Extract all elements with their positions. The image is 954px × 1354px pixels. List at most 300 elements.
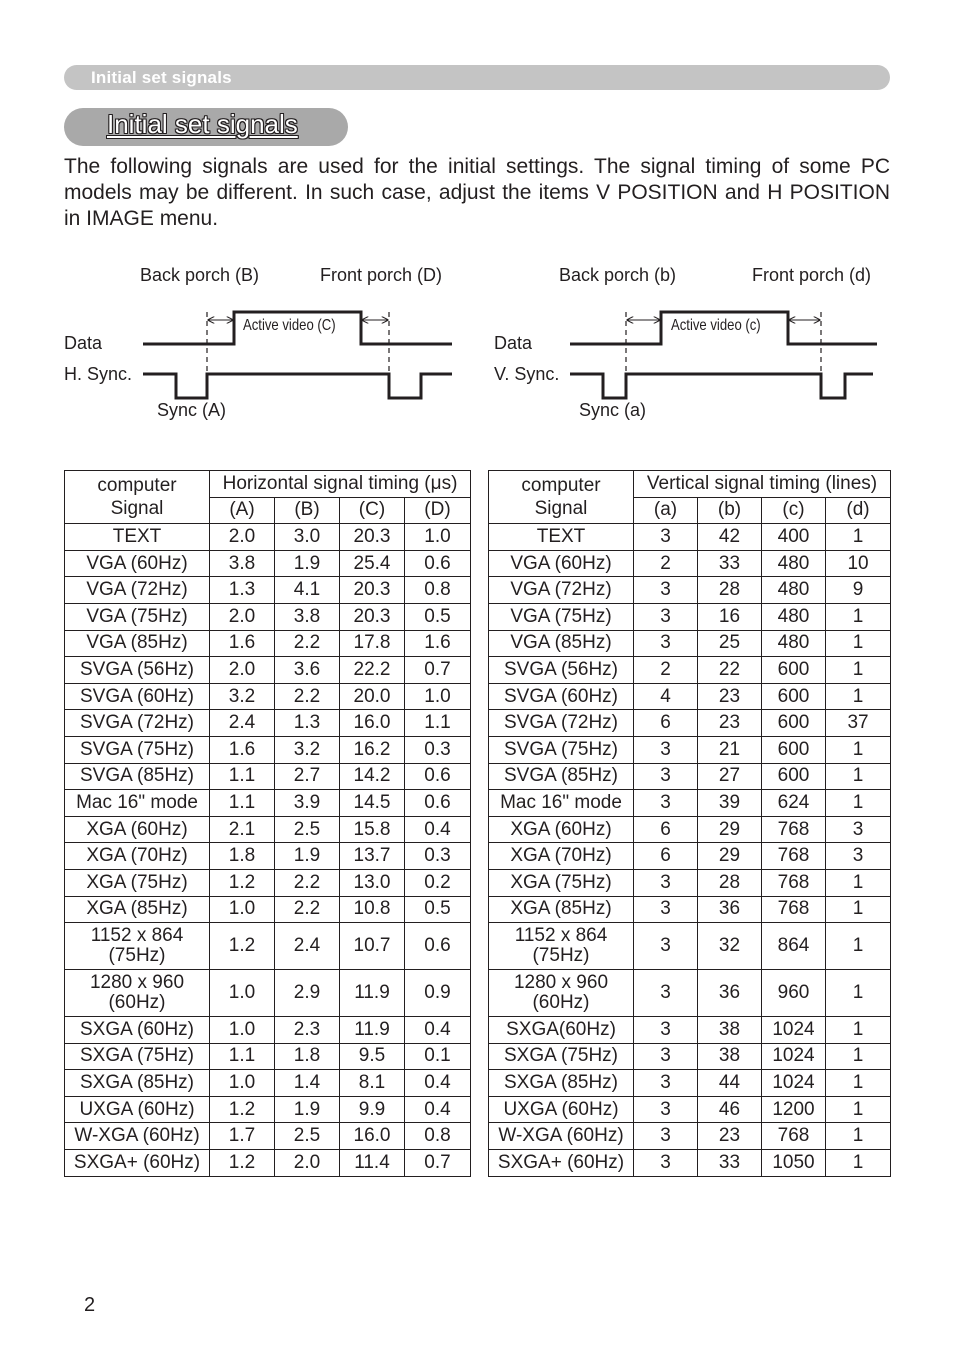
- timing-value-cell: 2.4: [275, 923, 340, 970]
- timing-value-cell: 3.9: [275, 790, 340, 817]
- timing-value-cell: 3.2: [275, 736, 340, 763]
- table-row: [489, 843, 891, 870]
- table-row: [65, 869, 471, 896]
- timing-value-cell: 1.2: [210, 923, 275, 970]
- timing-value-cell: 0.9: [405, 970, 471, 1017]
- table-row: [65, 577, 471, 604]
- column-header: (A): [210, 497, 275, 524]
- timing-value-cell: 6: [634, 816, 698, 843]
- signal-name-cell: SVGA (75Hz): [489, 736, 634, 763]
- signal-name-cell: SXGA (75Hz): [489, 1043, 634, 1070]
- column-header: (D): [405, 497, 471, 524]
- table-row: [489, 790, 891, 817]
- timing-value-cell: 2.0: [210, 657, 275, 684]
- timing-value-cell: 768: [762, 1123, 826, 1150]
- timing-value-cell: 600: [762, 736, 826, 763]
- timing-value-cell: 1: [826, 524, 891, 551]
- timing-value-cell: 1.6: [210, 736, 275, 763]
- timing-value-cell: 25: [698, 630, 762, 657]
- timing-value-cell: 1.4: [275, 1070, 340, 1097]
- v-sync-line-label: V. Sync.: [494, 364, 560, 384]
- timing-value-cell: 3: [634, 790, 698, 817]
- table-row: [65, 524, 471, 551]
- column-header: (B): [275, 497, 340, 524]
- timing-value-cell: 3: [634, 736, 698, 763]
- signal-name-cell: VGA (75Hz): [489, 603, 634, 630]
- signal-name-cell: SXGA+ (60Hz): [65, 1150, 210, 1177]
- timing-value-cell: 1024: [762, 1017, 826, 1044]
- table-row: [489, 869, 891, 896]
- table-row: [65, 790, 471, 817]
- timing-value-cell: 624: [762, 790, 826, 817]
- timing-value-cell: 15.8: [340, 816, 405, 843]
- timing-value-cell: 22: [698, 657, 762, 684]
- signal-name-cell: SVGA (60Hz): [65, 683, 210, 710]
- timing-value-cell: 20.3: [340, 603, 405, 630]
- timing-value-cell: 10: [826, 550, 891, 577]
- timing-value-cell: 1.1: [405, 710, 471, 737]
- table-row: [65, 1043, 471, 1070]
- signal-name-cell: SXGA (85Hz): [489, 1070, 634, 1097]
- timing-value-cell: 2.2: [275, 869, 340, 896]
- timing-value-cell: 1.9: [275, 843, 340, 870]
- timing-value-cell: 2.0: [210, 603, 275, 630]
- table-row: [489, 577, 891, 604]
- timing-value-cell: 1.2: [210, 1150, 275, 1177]
- signal-name-cell: XGA (85Hz): [65, 896, 210, 923]
- table-row: [489, 763, 891, 790]
- timing-value-cell: 1050: [762, 1150, 826, 1177]
- timing-value-cell: 37: [826, 710, 891, 737]
- signal-name-cell: SVGA (85Hz): [489, 763, 634, 790]
- timing-value-cell: 0.7: [405, 657, 471, 684]
- h-back-porch-label: Back porch (B): [140, 265, 260, 285]
- timing-value-cell: 1.0: [210, 1070, 275, 1097]
- table-row: [489, 710, 891, 737]
- timing-value-cell: 1: [826, 970, 891, 1017]
- h-data-label: Data: [64, 333, 103, 353]
- timing-value-cell: 23: [698, 710, 762, 737]
- signal-name-cell: XGA (60Hz): [489, 816, 634, 843]
- timing-value-cell: 1024: [762, 1043, 826, 1070]
- table-row: [489, 630, 891, 657]
- timing-value-cell: 1: [826, 683, 891, 710]
- timing-value-cell: 36: [698, 970, 762, 1017]
- timing-value-cell: 2.1: [210, 816, 275, 843]
- timing-value-cell: 480: [762, 603, 826, 630]
- timing-value-cell: 768: [762, 896, 826, 923]
- table-row: [489, 683, 891, 710]
- timing-value-cell: 1: [826, 657, 891, 684]
- timing-value-cell: 4.1: [275, 577, 340, 604]
- timing-value-cell: 21: [698, 736, 762, 763]
- timing-value-cell: 3: [634, 869, 698, 896]
- table-row: [65, 550, 471, 577]
- timing-value-cell: 1.1: [210, 763, 275, 790]
- timing-value-cell: 0.4: [405, 816, 471, 843]
- column-header: (a): [634, 497, 698, 524]
- timing-value-cell: 0.4: [405, 1096, 471, 1123]
- h-active-video-label: Active video (C): [243, 317, 336, 334]
- table-row: [489, 1017, 891, 1044]
- signal-name-cell: SXGA(60Hz): [489, 1017, 634, 1044]
- timing-value-cell: 3.6: [275, 657, 340, 684]
- signal-name-cell: UXGA (60Hz): [65, 1096, 210, 1123]
- column-header: (C): [340, 497, 405, 524]
- timing-value-cell: 3.2: [210, 683, 275, 710]
- timing-value-cell: 1.0: [210, 970, 275, 1017]
- timing-value-cell: 10.8: [340, 896, 405, 923]
- signal-name-cell: TEXT: [489, 524, 634, 551]
- timing-value-cell: 3: [826, 816, 891, 843]
- timing-value-cell: 480: [762, 550, 826, 577]
- table-row: [489, 1070, 891, 1097]
- timing-value-cell: 2.3: [275, 1017, 340, 1044]
- section-header-label: Initial set signals: [91, 68, 232, 87]
- timing-value-cell: 0.4: [405, 1070, 471, 1097]
- table-row: [65, 630, 471, 657]
- timing-value-cell: 3: [634, 1017, 698, 1044]
- timing-value-cell: 44: [698, 1070, 762, 1097]
- signal-name-cell: Mac 16" mode: [489, 790, 634, 817]
- signal-name-cell: 1280 x 960 (60Hz): [489, 970, 634, 1017]
- timing-value-cell: 3: [634, 970, 698, 1017]
- timing-value-cell: 42: [698, 524, 762, 551]
- timing-value-cell: 33: [698, 1150, 762, 1177]
- table-row: [65, 923, 471, 970]
- h-sync-waveform: [143, 374, 452, 398]
- timing-value-cell: 1.0: [210, 1017, 275, 1044]
- signal-name-cell: VGA (85Hz): [489, 630, 634, 657]
- signal-name-cell: W-XGA (60Hz): [489, 1123, 634, 1150]
- table-row: [65, 736, 471, 763]
- timing-value-cell: 32: [698, 923, 762, 970]
- signal-name-cell: VGA (60Hz): [489, 550, 634, 577]
- timing-value-cell: 600: [762, 657, 826, 684]
- group-header: Vertical signal timing (lines): [634, 471, 891, 498]
- timing-value-cell: 768: [762, 816, 826, 843]
- timing-value-cell: 2.5: [275, 1123, 340, 1150]
- table-row: [65, 1150, 471, 1177]
- timing-value-cell: 11.9: [340, 970, 405, 1017]
- timing-value-cell: 36: [698, 896, 762, 923]
- timing-value-cell: 13.7: [340, 843, 405, 870]
- timing-value-cell: 3: [826, 843, 891, 870]
- timing-value-cell: 600: [762, 683, 826, 710]
- signal-name-cell: VGA (75Hz): [65, 603, 210, 630]
- timing-value-cell: 3: [634, 1123, 698, 1150]
- timing-value-cell: 3: [634, 577, 698, 604]
- table-row: [489, 896, 891, 923]
- timing-value-cell: 768: [762, 843, 826, 870]
- timing-value-cell: 39: [698, 790, 762, 817]
- table-row: [489, 923, 891, 970]
- timing-value-cell: 1.2: [210, 1096, 275, 1123]
- table-row: [65, 1017, 471, 1044]
- timing-value-cell: 23: [698, 1123, 762, 1150]
- table-row: [65, 603, 471, 630]
- table-row: [65, 657, 471, 684]
- timing-value-cell: 6: [634, 710, 698, 737]
- signal-name-cell: SVGA (60Hz): [489, 683, 634, 710]
- column-header: (b): [698, 497, 762, 524]
- v-sync-waveform: [570, 374, 873, 398]
- signal-column-header: computer Signal: [489, 471, 634, 524]
- table-row: [489, 816, 891, 843]
- timing-value-cell: 3.8: [210, 550, 275, 577]
- signal-name-cell: SVGA (75Hz): [65, 736, 210, 763]
- timing-value-cell: 960: [762, 970, 826, 1017]
- timing-value-cell: 2.5: [275, 816, 340, 843]
- horizontal-timing-table: [64, 470, 471, 1177]
- signal-name-cell: SVGA (72Hz): [489, 710, 634, 737]
- h-front-porch-label: Front porch (D): [320, 265, 443, 285]
- timing-value-cell: 3: [634, 1070, 698, 1097]
- timing-value-cell: 11.4: [340, 1150, 405, 1177]
- signal-name-cell: TEXT: [65, 524, 210, 551]
- timing-value-cell: 33: [698, 550, 762, 577]
- timing-value-cell: 1.2: [210, 869, 275, 896]
- timing-value-cell: 3: [634, 524, 698, 551]
- table-row: [65, 710, 471, 737]
- table-row: [65, 970, 471, 1017]
- timing-value-cell: 1.8: [275, 1043, 340, 1070]
- table-row: [489, 1043, 891, 1070]
- timing-value-cell: 3: [634, 896, 698, 923]
- timing-value-cell: 28: [698, 869, 762, 896]
- v-back-porch-label: Back porch (b): [559, 265, 677, 285]
- signal-name-cell: SVGA (72Hz): [65, 710, 210, 737]
- group-header: Horizontal signal timing (μs): [210, 471, 471, 498]
- page-number: 2: [84, 1294, 96, 1316]
- table-row: [489, 550, 891, 577]
- timing-value-cell: 17.8: [340, 630, 405, 657]
- timing-value-cell: 1200: [762, 1096, 826, 1123]
- timing-value-cell: 16: [698, 603, 762, 630]
- signal-name-cell: 1152 x 864 (75Hz): [489, 923, 634, 970]
- signal-name-cell: VGA (85Hz): [65, 630, 210, 657]
- timing-value-cell: 3: [634, 630, 698, 657]
- vertical-timing-table: [488, 470, 891, 1177]
- timing-value-cell: 1.8: [210, 843, 275, 870]
- timing-value-cell: 29: [698, 816, 762, 843]
- signal-name-cell: SVGA (56Hz): [489, 657, 634, 684]
- timing-value-cell: 1: [826, 790, 891, 817]
- timing-value-cell: 1: [826, 1017, 891, 1044]
- timing-value-cell: 9.5: [340, 1043, 405, 1070]
- timing-value-cell: 1: [826, 1070, 891, 1097]
- table-row: [65, 763, 471, 790]
- timing-value-cell: 22.2: [340, 657, 405, 684]
- signal-name-cell: SXGA (60Hz): [65, 1017, 210, 1044]
- timing-value-cell: 600: [762, 710, 826, 737]
- timing-value-cell: 1.0: [210, 896, 275, 923]
- timing-value-cell: 0.7: [405, 1150, 471, 1177]
- timing-value-cell: 3.8: [275, 603, 340, 630]
- timing-value-cell: 768: [762, 869, 826, 896]
- h-sync-line-label: H. Sync.: [64, 364, 133, 384]
- signal-name-cell: VGA (72Hz): [65, 577, 210, 604]
- timing-value-cell: 0.6: [405, 923, 471, 970]
- timing-value-cell: 1024: [762, 1070, 826, 1097]
- timing-value-cell: 25.4: [340, 550, 405, 577]
- timing-value-cell: 11.9: [340, 1017, 405, 1044]
- timing-value-cell: 3: [634, 603, 698, 630]
- timing-value-cell: 0.5: [405, 603, 471, 630]
- timing-value-cell: 3: [634, 1043, 698, 1070]
- timing-value-cell: 46: [698, 1096, 762, 1123]
- timing-value-cell: 16.2: [340, 736, 405, 763]
- timing-value-cell: 16.0: [340, 1123, 405, 1150]
- v-front-porch-label: Front porch (d): [752, 265, 872, 285]
- signal-name-cell: XGA (85Hz): [489, 896, 634, 923]
- timing-diagrams: [0, 0, 954, 440]
- timing-value-cell: 1.0: [405, 683, 471, 710]
- table-row: [489, 1096, 891, 1123]
- v-active-video-label: Active video (c): [671, 317, 761, 334]
- timing-value-cell: 1: [826, 1123, 891, 1150]
- column-header: (d): [826, 497, 891, 524]
- timing-value-cell: 2.2: [275, 896, 340, 923]
- table-row: [65, 1070, 471, 1097]
- table-row: [65, 843, 471, 870]
- timing-value-cell: 2.9: [275, 970, 340, 1017]
- table-row: [489, 657, 891, 684]
- timing-value-cell: 0.6: [405, 790, 471, 817]
- timing-value-cell: 2: [634, 657, 698, 684]
- timing-value-cell: 9: [826, 577, 891, 604]
- timing-value-cell: 23: [698, 683, 762, 710]
- signal-name-cell: 1280 x 960 (60Hz): [65, 970, 210, 1017]
- timing-value-cell: 1: [826, 763, 891, 790]
- signal-name-cell: UXGA (60Hz): [489, 1096, 634, 1123]
- timing-value-cell: 1: [826, 896, 891, 923]
- timing-value-cell: 0.3: [405, 843, 471, 870]
- signal-column-header: computer Signal: [65, 471, 210, 524]
- timing-value-cell: 600: [762, 763, 826, 790]
- timing-value-cell: 3: [634, 1150, 698, 1177]
- timing-value-cell: 3: [634, 923, 698, 970]
- timing-value-cell: 27: [698, 763, 762, 790]
- table-row: [489, 603, 891, 630]
- timing-value-cell: 20.0: [340, 683, 405, 710]
- v-sync-label: Sync (a): [579, 400, 647, 420]
- timing-value-cell: 16.0: [340, 710, 405, 737]
- timing-value-cell: 400: [762, 524, 826, 551]
- timing-value-cell: 28: [698, 577, 762, 604]
- page-title: Initial set signals: [107, 109, 298, 139]
- signal-name-cell: VGA (60Hz): [65, 550, 210, 577]
- timing-value-cell: 14.5: [340, 790, 405, 817]
- table-row: [65, 1096, 471, 1123]
- timing-value-cell: 1: [826, 1150, 891, 1177]
- table-row: [489, 524, 891, 551]
- timing-value-cell: 1.0: [405, 524, 471, 551]
- timing-value-cell: 2: [634, 550, 698, 577]
- timing-value-cell: 1.1: [210, 790, 275, 817]
- table-row: [65, 816, 471, 843]
- table-row: [489, 1123, 891, 1150]
- timing-value-cell: 14.2: [340, 763, 405, 790]
- table-row: [489, 736, 891, 763]
- h-sync-label: Sync (A): [157, 400, 227, 420]
- timing-value-cell: 0.8: [405, 577, 471, 604]
- signal-name-cell: VGA (72Hz): [489, 577, 634, 604]
- timing-value-cell: 6: [634, 843, 698, 870]
- signal-name-cell: SVGA (56Hz): [65, 657, 210, 684]
- timing-value-cell: 8.1: [340, 1070, 405, 1097]
- timing-value-cell: 0.6: [405, 763, 471, 790]
- timing-value-cell: 1.1: [210, 1043, 275, 1070]
- column-header: (c): [762, 497, 826, 524]
- timing-value-cell: 1: [826, 630, 891, 657]
- timing-value-cell: 0.8: [405, 1123, 471, 1150]
- timing-value-cell: 2.0: [210, 524, 275, 551]
- signal-name-cell: XGA (70Hz): [65, 843, 210, 870]
- signal-name-cell: SXGA (85Hz): [65, 1070, 210, 1097]
- timing-value-cell: 2.2: [275, 683, 340, 710]
- timing-value-cell: 20.3: [340, 524, 405, 551]
- table-row: [65, 683, 471, 710]
- timing-value-cell: 10.7: [340, 923, 405, 970]
- timing-value-cell: 3.0: [275, 524, 340, 551]
- intro-paragraph: The following signals are used for the initial settings. The signal timing of some PC models may be different. In such case, adjust the items V POSITION and H POSITION in IMAGE menu.: [64, 155, 890, 230]
- timing-value-cell: 2.2: [275, 630, 340, 657]
- timing-value-cell: 1.9: [275, 1096, 340, 1123]
- timing-value-cell: 1.3: [275, 710, 340, 737]
- signal-name-cell: SXGA+ (60Hz): [489, 1150, 634, 1177]
- timing-value-cell: 480: [762, 577, 826, 604]
- timing-value-cell: 1.9: [275, 550, 340, 577]
- timing-value-cell: 20.3: [340, 577, 405, 604]
- timing-value-cell: 38: [698, 1043, 762, 1070]
- signal-name-cell: SVGA (85Hz): [65, 763, 210, 790]
- timing-value-cell: 1.6: [210, 630, 275, 657]
- timing-value-cell: 1: [826, 1043, 891, 1070]
- signal-name-cell: SXGA (75Hz): [65, 1043, 210, 1070]
- table-row: [489, 970, 891, 1017]
- signal-name-cell: Mac 16" mode: [65, 790, 210, 817]
- timing-value-cell: 1: [826, 1096, 891, 1123]
- timing-value-cell: 2.7: [275, 763, 340, 790]
- table-row: [489, 1150, 891, 1177]
- timing-value-cell: 480: [762, 630, 826, 657]
- timing-value-cell: 1: [826, 736, 891, 763]
- timing-value-cell: 3: [634, 1096, 698, 1123]
- timing-value-cell: 2.4: [210, 710, 275, 737]
- v-data-label: Data: [494, 333, 533, 353]
- timing-value-cell: 0.6: [405, 550, 471, 577]
- signal-name-cell: 1152 x 864 (75Hz): [65, 923, 210, 970]
- timing-value-cell: 864: [762, 923, 826, 970]
- timing-value-cell: 0.5: [405, 896, 471, 923]
- signal-name-cell: XGA (70Hz): [489, 843, 634, 870]
- timing-value-cell: 1.3: [210, 577, 275, 604]
- timing-value-cell: 1.7: [210, 1123, 275, 1150]
- timing-value-cell: 1: [826, 869, 891, 896]
- timing-value-cell: 0.2: [405, 869, 471, 896]
- timing-value-cell: 0.3: [405, 736, 471, 763]
- signal-name-cell: XGA (75Hz): [65, 869, 210, 896]
- signal-name-cell: XGA (60Hz): [65, 816, 210, 843]
- table-row: [65, 1123, 471, 1150]
- timing-value-cell: 2.0: [275, 1150, 340, 1177]
- timing-value-cell: 1: [826, 923, 891, 970]
- timing-value-cell: 3: [634, 763, 698, 790]
- timing-value-cell: 13.0: [340, 869, 405, 896]
- timing-value-cell: 9.9: [340, 1096, 405, 1123]
- timing-value-cell: 38: [698, 1017, 762, 1044]
